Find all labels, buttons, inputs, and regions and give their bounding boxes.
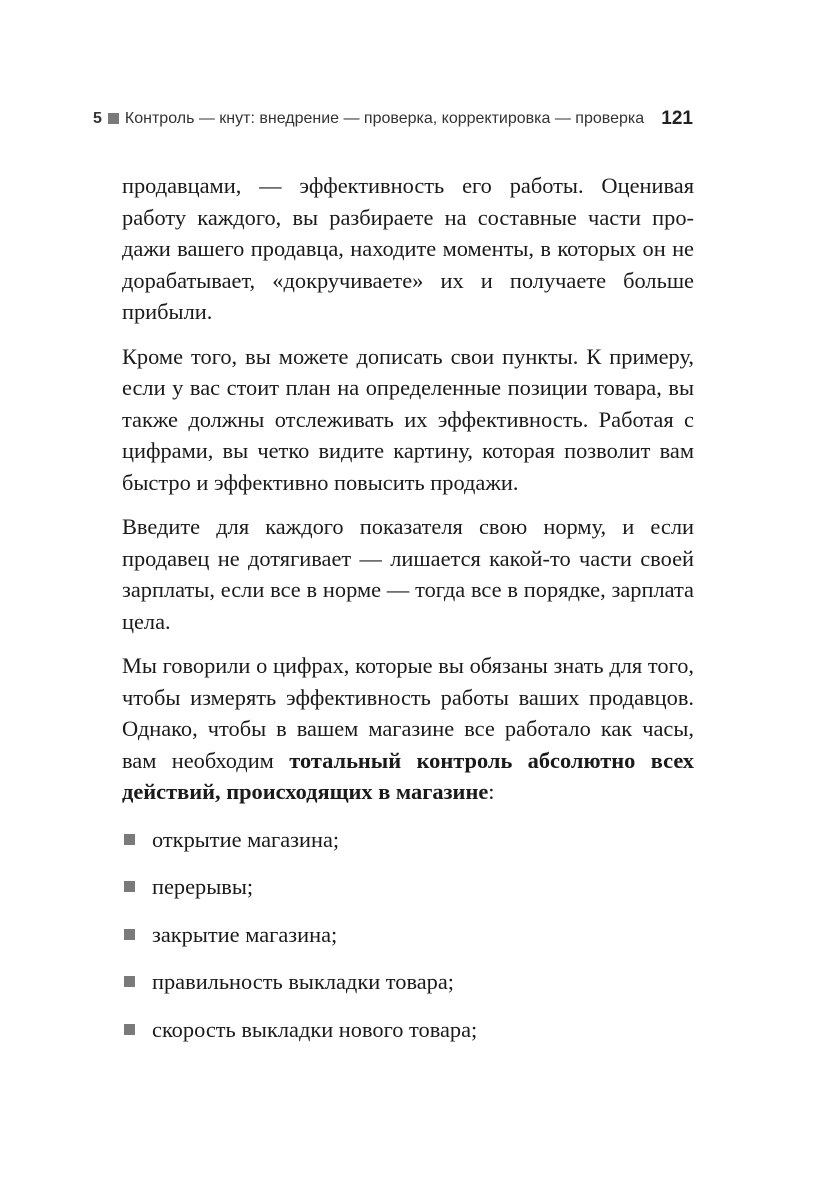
list-item: [122, 871, 694, 903]
list-item-text: скорость выкладки нового товара;: [152, 1016, 478, 1042]
list-item: [122, 919, 694, 951]
list-item: [122, 966, 694, 998]
square-bullet-icon: [124, 881, 135, 892]
paragraph-4-end: :: [488, 779, 495, 804]
page-number: 121: [661, 108, 693, 129]
square-bullet-icon: [124, 929, 135, 940]
paragraph-1: продавцами, — эффективность его работы. Оценивая работу каждого, вы разбираете на составные части продажи вашего продавца, находите моменты, в которых он не дорабатывает, «докручиваете» их и получаете больше прибыли.: [122, 173, 694, 324]
paragraph-4: [122, 650, 694, 808]
paragraph-3: Введите для каждого показателя свою норму, и если продавец не дотягивает — лишается какой-то части своей зарплаты, если все в норме — тогда все в порядке, зарплата цела.: [122, 514, 694, 634]
list-item: [122, 1014, 694, 1046]
square-bullet-icon: [124, 976, 135, 987]
bullet-list: [122, 824, 694, 1046]
list-item-text: перерывы;: [152, 874, 254, 899]
paragraph-4-lead: Мы говорили о цифрах, которые вы обязаны знать для того, чтобы измерять эффективность работы ваших продавцов. Однако, чтобы в вашем магазине все работало как часы, вам необходим: [122, 653, 694, 773]
chapter-number: 5: [93, 110, 102, 127]
paragraph-2: Кроме того, вы можете дописать свои пункты. К примеру, если у вас стоит план на определенные позиции товара, вы также должны отслеживать их эффективность. Работая с цифрами, вы четко видите картину, которая позволит вам быстро и эффективно повысить продажи.: [122, 343, 694, 495]
list-item-text: правильность выкладки товара;: [152, 969, 455, 994]
running-header: [93, 108, 693, 130]
square-bullet-icon: [124, 1024, 135, 1035]
list-item: [122, 824, 694, 856]
chapter-title: Контроль — кнут: внедрение — проверка, корректировка — проверка: [124, 110, 645, 127]
square-bullet-icon: [124, 834, 135, 845]
square-bullet-icon: [108, 113, 119, 124]
list-item-text: закрытие магазина;: [152, 921, 338, 947]
body-text: [122, 170, 694, 1061]
list-item-text: открытие магазина;: [152, 826, 340, 852]
paragraph-4-emphasis: тотальный контроль абсолютно всех действий, происходящих в магазине: [122, 747, 695, 804]
